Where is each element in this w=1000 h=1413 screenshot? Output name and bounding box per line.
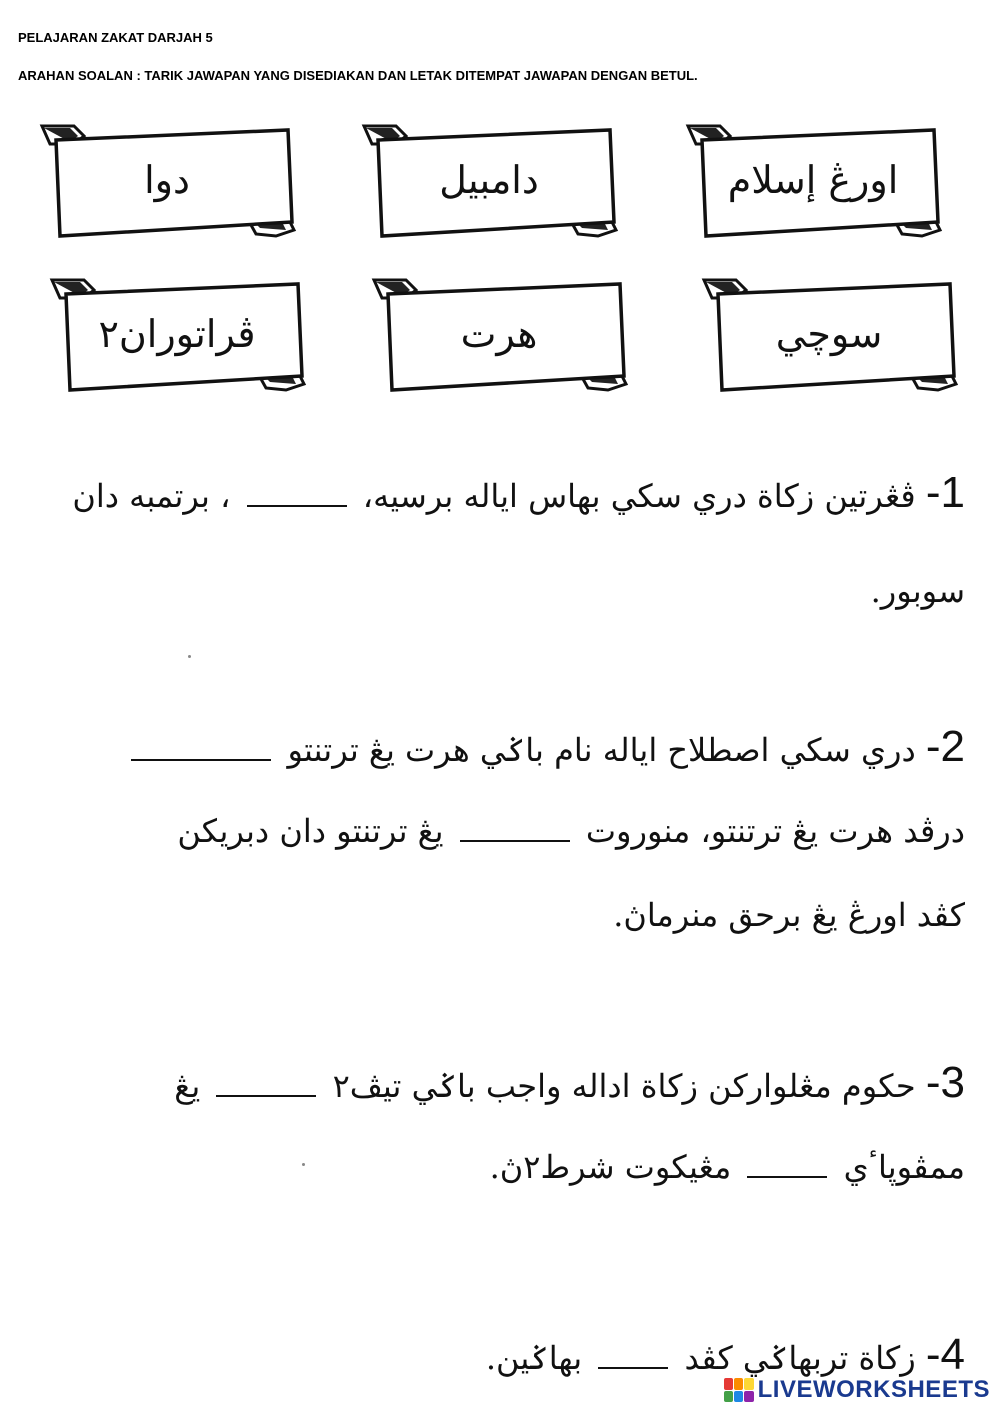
question-text: ڤڠرتين زكاة دري سکي بهاس اياله برسيه،	[362, 477, 916, 515]
answer-card-text: سوچي	[775, 312, 883, 356]
answer-card-orang-islam[interactable]	[682, 118, 944, 243]
question-text: ممڤوڽاٴي	[843, 1148, 965, 1186]
worksheet-instruction: ARAHAN SOALAN : TARIK JAWAPAN YANG DISEDIAKAN DAN LETAK DITEMPAT JAWAPAN DENGAN BETUL.	[18, 68, 698, 83]
question-text: بهاݢين.	[485, 1339, 583, 1377]
question-3-line-2	[40, 1148, 965, 1186]
answer-card-text: دامبيل	[439, 158, 539, 202]
question-number: 4-	[925, 1330, 965, 1379]
question-2-line-1	[40, 722, 965, 772]
question-number: 3-	[925, 1058, 965, 1107]
answer-blank-3b[interactable]	[747, 1175, 827, 1178]
question-text: يڠ	[174, 1067, 201, 1105]
question-2-line-2	[40, 812, 965, 850]
logo-tile	[724, 1391, 733, 1403]
question-4-line-1	[40, 1330, 965, 1380]
question-1-line-2: سوبور.	[870, 572, 965, 610]
worksheet-title: PELAJARAN ZAKAT DARJAH 5	[18, 30, 213, 45]
question-text: ، برتمبه دان	[72, 477, 231, 515]
answer-blank-4[interactable]	[598, 1366, 668, 1369]
answer-card-text: ڤراتوران٢	[98, 312, 256, 356]
question-number: 2-	[925, 722, 965, 771]
question-number: 1-	[925, 468, 965, 517]
answer-card-diambil[interactable]	[358, 118, 620, 243]
logo-tile	[744, 1391, 753, 1403]
answer-blank-1[interactable]	[247, 504, 347, 507]
answer-blank-3a[interactable]	[216, 1094, 316, 1097]
answer-card-peraturan[interactable]	[46, 272, 308, 397]
answer-card-text: اورڠ إسلام	[727, 158, 899, 202]
answer-card-dua[interactable]	[36, 118, 298, 243]
answer-blank-2b[interactable]	[460, 839, 570, 842]
question-1-line-1	[40, 468, 965, 518]
answer-card-harta[interactable]	[368, 272, 630, 397]
scan-speck	[188, 655, 191, 658]
logo-tile	[734, 1378, 743, 1390]
logo-mark-icon	[724, 1378, 754, 1402]
answer-card-text: هرت	[460, 312, 538, 356]
question-text: يڠ ترتنتو دان دبريکن	[177, 812, 444, 850]
logo-tile	[724, 1378, 733, 1390]
logo-text: LIVEWORKSHEETS	[757, 1376, 990, 1403]
question-text: حکوم مڠلوارکن زكاة اداله واجب باݢي تيڤ٢	[332, 1067, 916, 1105]
answer-card-text: دوا	[144, 158, 190, 202]
question-2-line-3: کڤد اورڠ يڠ برحق منرماڽ.	[613, 896, 965, 934]
question-3-line-1	[40, 1058, 965, 1108]
logo-tile	[744, 1378, 753, 1390]
question-text: دري سکي اصطلاح اياله نام باݢي هرت يڠ ترتنتو	[287, 731, 916, 769]
liveworksheets-logo	[724, 1377, 990, 1403]
question-text: زكاة تربهاݢي کڤد	[684, 1339, 916, 1377]
scan-speck	[302, 1163, 305, 1166]
question-text: مڠيکوت شرط٢ڽ.	[489, 1148, 732, 1186]
logo-tile	[734, 1391, 743, 1403]
answer-card-suci[interactable]	[698, 272, 960, 397]
answer-blank-2a[interactable]	[131, 758, 271, 761]
question-text: درڤد هرت يڠ ترتنتو، منوروت	[585, 812, 965, 850]
